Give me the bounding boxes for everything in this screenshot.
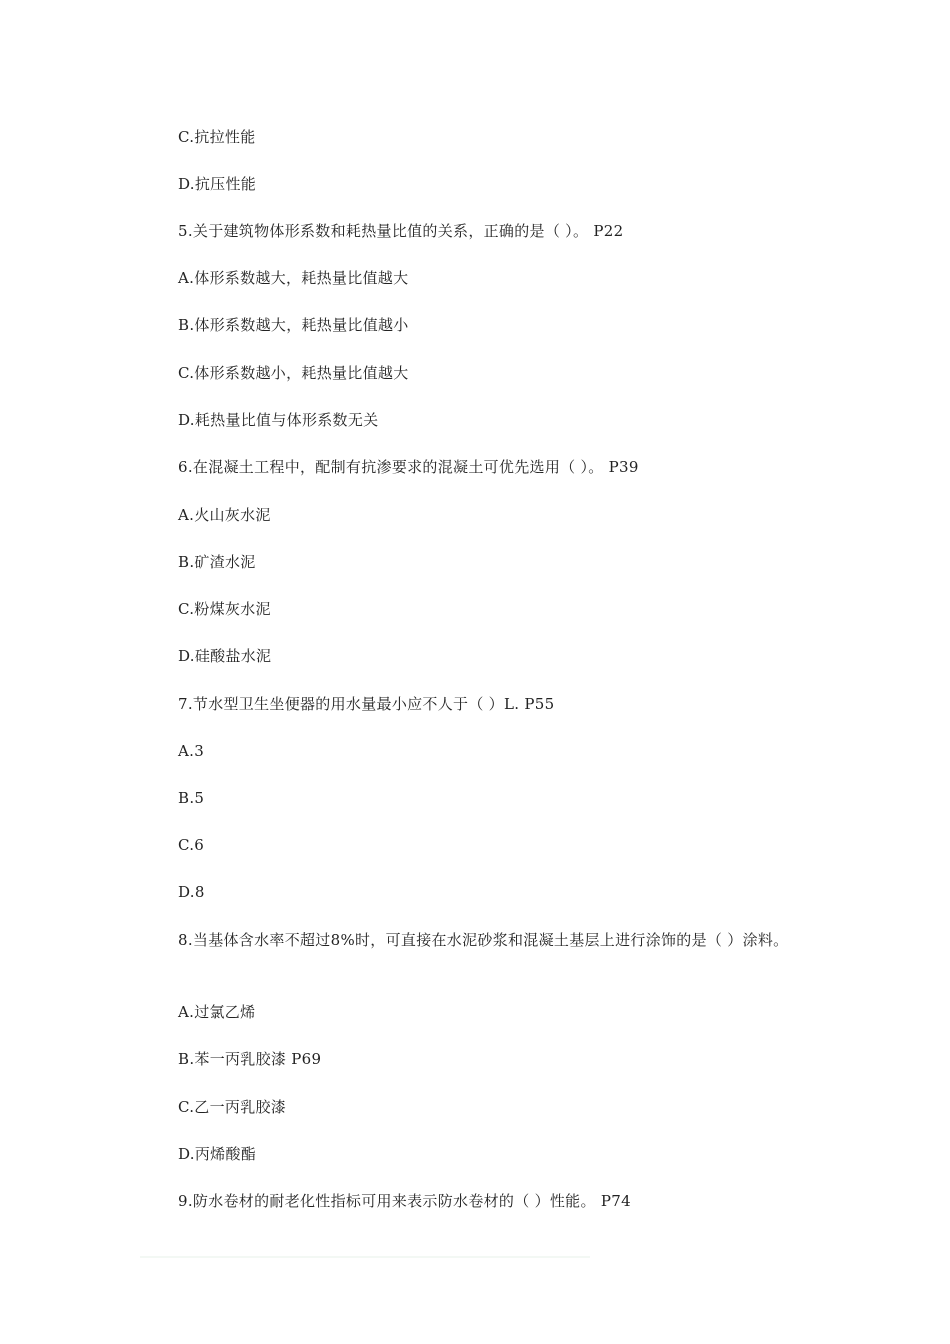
page-divider <box>140 1256 590 1258</box>
question-5: 5.关于建筑物体形系数和耗热量比值的关系，正确的是（ ）。 P22 <box>178 222 624 240</box>
option-d-q4: D.抗压性能 <box>178 175 257 193</box>
option-a-q8: A.过氯乙烯 <box>178 1003 256 1021</box>
option-d-q5: D.耗热量比值与体形系数无关 <box>178 411 379 429</box>
option-d-q8: D.丙烯酸酯 <box>178 1145 257 1163</box>
question-9: 9.防水卷材的耐老化性指标可用来表示防水卷材的（ ）性能。 P74 <box>178 1192 631 1210</box>
option-a-q5: A.体形系数越大，耗热量比值越大 <box>178 269 409 287</box>
option-b-q8: B.苯一丙乳胶漆 P69 <box>178 1050 322 1068</box>
option-c-q6: C.粉煤灰水泥 <box>178 600 271 618</box>
option-b-q7: B.5 <box>178 789 205 807</box>
option-c-q4: C.抗拉性能 <box>178 128 256 146</box>
option-b-q6: B.矿渣水泥 <box>178 553 256 571</box>
option-c-q5: C.体形系数越小，耗热量比值越大 <box>178 364 409 382</box>
option-a-q7: A.3 <box>178 742 205 760</box>
option-c-q7: C.6 <box>178 836 205 854</box>
question-8: 8.当基体含水率不超过8%时，可直接在水泥砂浆和混凝土基层上进行涂饰的是（ ）涂料。 <box>178 931 789 949</box>
question-6: 6.在混凝土工程中，配制有抗渗要求的混凝土可优先选用（ ）。 P39 <box>178 458 639 476</box>
option-c-q8: C.乙一丙乳胶漆 <box>178 1098 287 1116</box>
option-d-q7: D.8 <box>178 883 205 901</box>
option-b-q5: B.体形系数越大，耗热量比值越小 <box>178 316 409 334</box>
option-d-q6: D.硅酸盐水泥 <box>178 647 272 665</box>
option-a-q6: A.火山灰水泥 <box>178 506 271 524</box>
question-7: 7.节水型卫生坐便器的用水量最小应不人于（ ）L. P55 <box>178 695 555 713</box>
